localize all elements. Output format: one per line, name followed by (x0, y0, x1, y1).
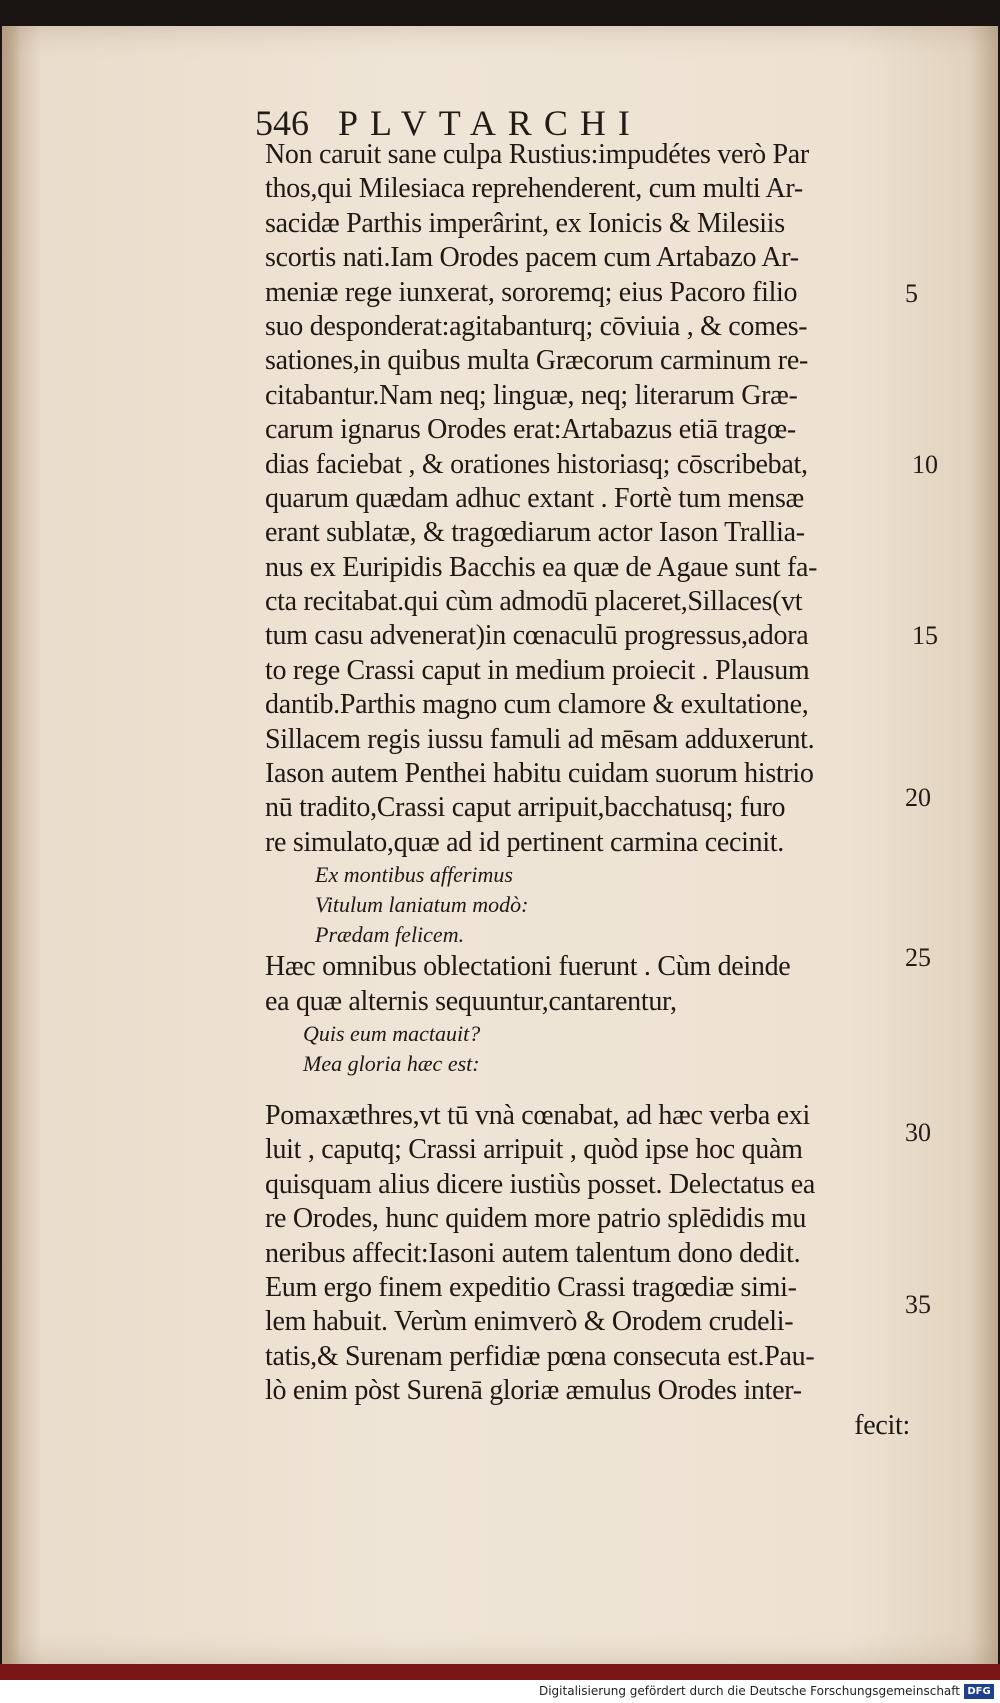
text-line: suo desponderat:agitabanturq; cōviuia , & comes- (265, 310, 808, 342)
text-line: Iason autem Penthei habitu cuidam suorum histrio (265, 758, 814, 790)
verse-line: Quis eum mactauit? (303, 1020, 481, 1046)
catchword: fecit: (854, 1409, 910, 1441)
text-line: nū tradito,Crassi caput arripuit,bacchatusq; furo (265, 792, 786, 824)
text-line: quisquam alius dicere iustiùs posset. Delectatus ea (265, 1168, 816, 1200)
text-line: to rege Crassi caput in medium proiecit . Plausum (265, 654, 810, 686)
text-line: meniæ rege iunxerat, sororemq; eius Pacoro filio (265, 276, 798, 308)
text-line: scortis nati.Iam Orodes pacem cum Artabazo Ar- (265, 242, 799, 274)
text-line: tatis,& Surenam perfidiæ pœna consecuta est.Pau- (265, 1340, 815, 1372)
text-line: Hæc omnibus oblectationi fuerunt . Cùm deinde (265, 951, 791, 983)
line-number-margin: 35 (905, 1290, 931, 1319)
text-line: Non caruit sane culpa Rustius:impudétes verò Par (265, 139, 809, 170)
text-line: Eum ergo finem expeditio Crassi tragœdiæ simi- (265, 1271, 797, 1303)
text-line: ea quæ alternis sequuntur,cantarentur, (265, 985, 677, 1017)
text-line: sationes,in quibus multa Græcorum carminum re- (265, 345, 808, 377)
text-line: dantib.Parthis magno cum clamore & exultatione, (265, 689, 809, 721)
scan-bottom-band (0, 1664, 1000, 1680)
text-line: dias faciebat , & orationes historiasq; cōscribebat, (265, 448, 808, 480)
page-number: 546 (255, 103, 309, 143)
text-line: neribus affecit:Iasoni autem talentum dono dedit. (265, 1237, 801, 1269)
text-line: nus ex Euripidis Bacchis ea quæ de Agaue sunt fa- (265, 551, 818, 583)
text-line: Pomaxæthres,vt tū vnà cœnabat, ad hæc verba exi (265, 1099, 810, 1131)
text-line: quarum quædam adhuc extant . Fortè tum mensæ (265, 482, 804, 514)
text-line: lem habuit. Verùm enimverò & Orodem crudeli- (265, 1306, 794, 1338)
footer-credit: Digitalisierung gefördert durch die Deutsche Forschungsgemeinschaft (538, 1684, 960, 1698)
running-title: PLVTARCHI (338, 103, 642, 143)
digitization-footer (0, 1680, 1000, 1703)
verse-line: Prædam felicem. (315, 922, 465, 948)
line-number-margin: 20 (905, 783, 931, 812)
page-gutter-shadow (2, 26, 20, 1664)
paragraph-gap (265, 1079, 910, 1099)
text-line: lò enim pòst Surenā gloriæ æmulus Orodes inter- (265, 1375, 802, 1407)
text-line: citabantur.Nam neq; linguæ, neq; literarum Græ- (265, 379, 798, 411)
verse-line: Ex montibus afferimus (315, 862, 513, 888)
text-line: re simulato,quæ ad id pertinent carmina cecinit. (265, 826, 784, 858)
text-line: tum casu advenerat)in cœnaculū progressus,adora (265, 620, 809, 652)
text-line: cta recitabat.qui cùm admodū placeret,Sillaces(vt (265, 586, 803, 618)
text-line: erant sublatæ, & tragœdiarum actor Iason Trallia- (265, 517, 805, 549)
text-line: sacidæ Parthis imperârint, ex Ionicis & Milesiis (265, 207, 785, 239)
verse-line: Vitulum laniatum modò: (315, 892, 529, 918)
text-line: carum ignarus Orodes erat:Artabazus etiā tragœ- (265, 414, 796, 446)
text-line: Sillacem regis iussu famuli ad mēsam adduxerunt. (265, 723, 815, 755)
text-line: luit , caputq; Crassi arripuit , quòd ipse hoc quàm (265, 1134, 803, 1166)
dfg-logo: DFG (964, 1684, 994, 1699)
verse-line: Mea gloria hæc est: (303, 1050, 480, 1076)
line-number-margin: 30 (905, 1118, 931, 1147)
line-number-margin: 15 (912, 621, 938, 650)
main-text-block (265, 138, 910, 1443)
line-number-margin: 5 (905, 279, 918, 308)
text-line: thos,qui Milesiaca reprehenderent, cum multi Ar- (265, 173, 803, 205)
text-line: re Orodes, hunc quidem more patrio splēdidis mu (265, 1203, 807, 1235)
line-number-margin: 25 (905, 943, 931, 972)
line-number-margin: 10 (912, 450, 938, 479)
